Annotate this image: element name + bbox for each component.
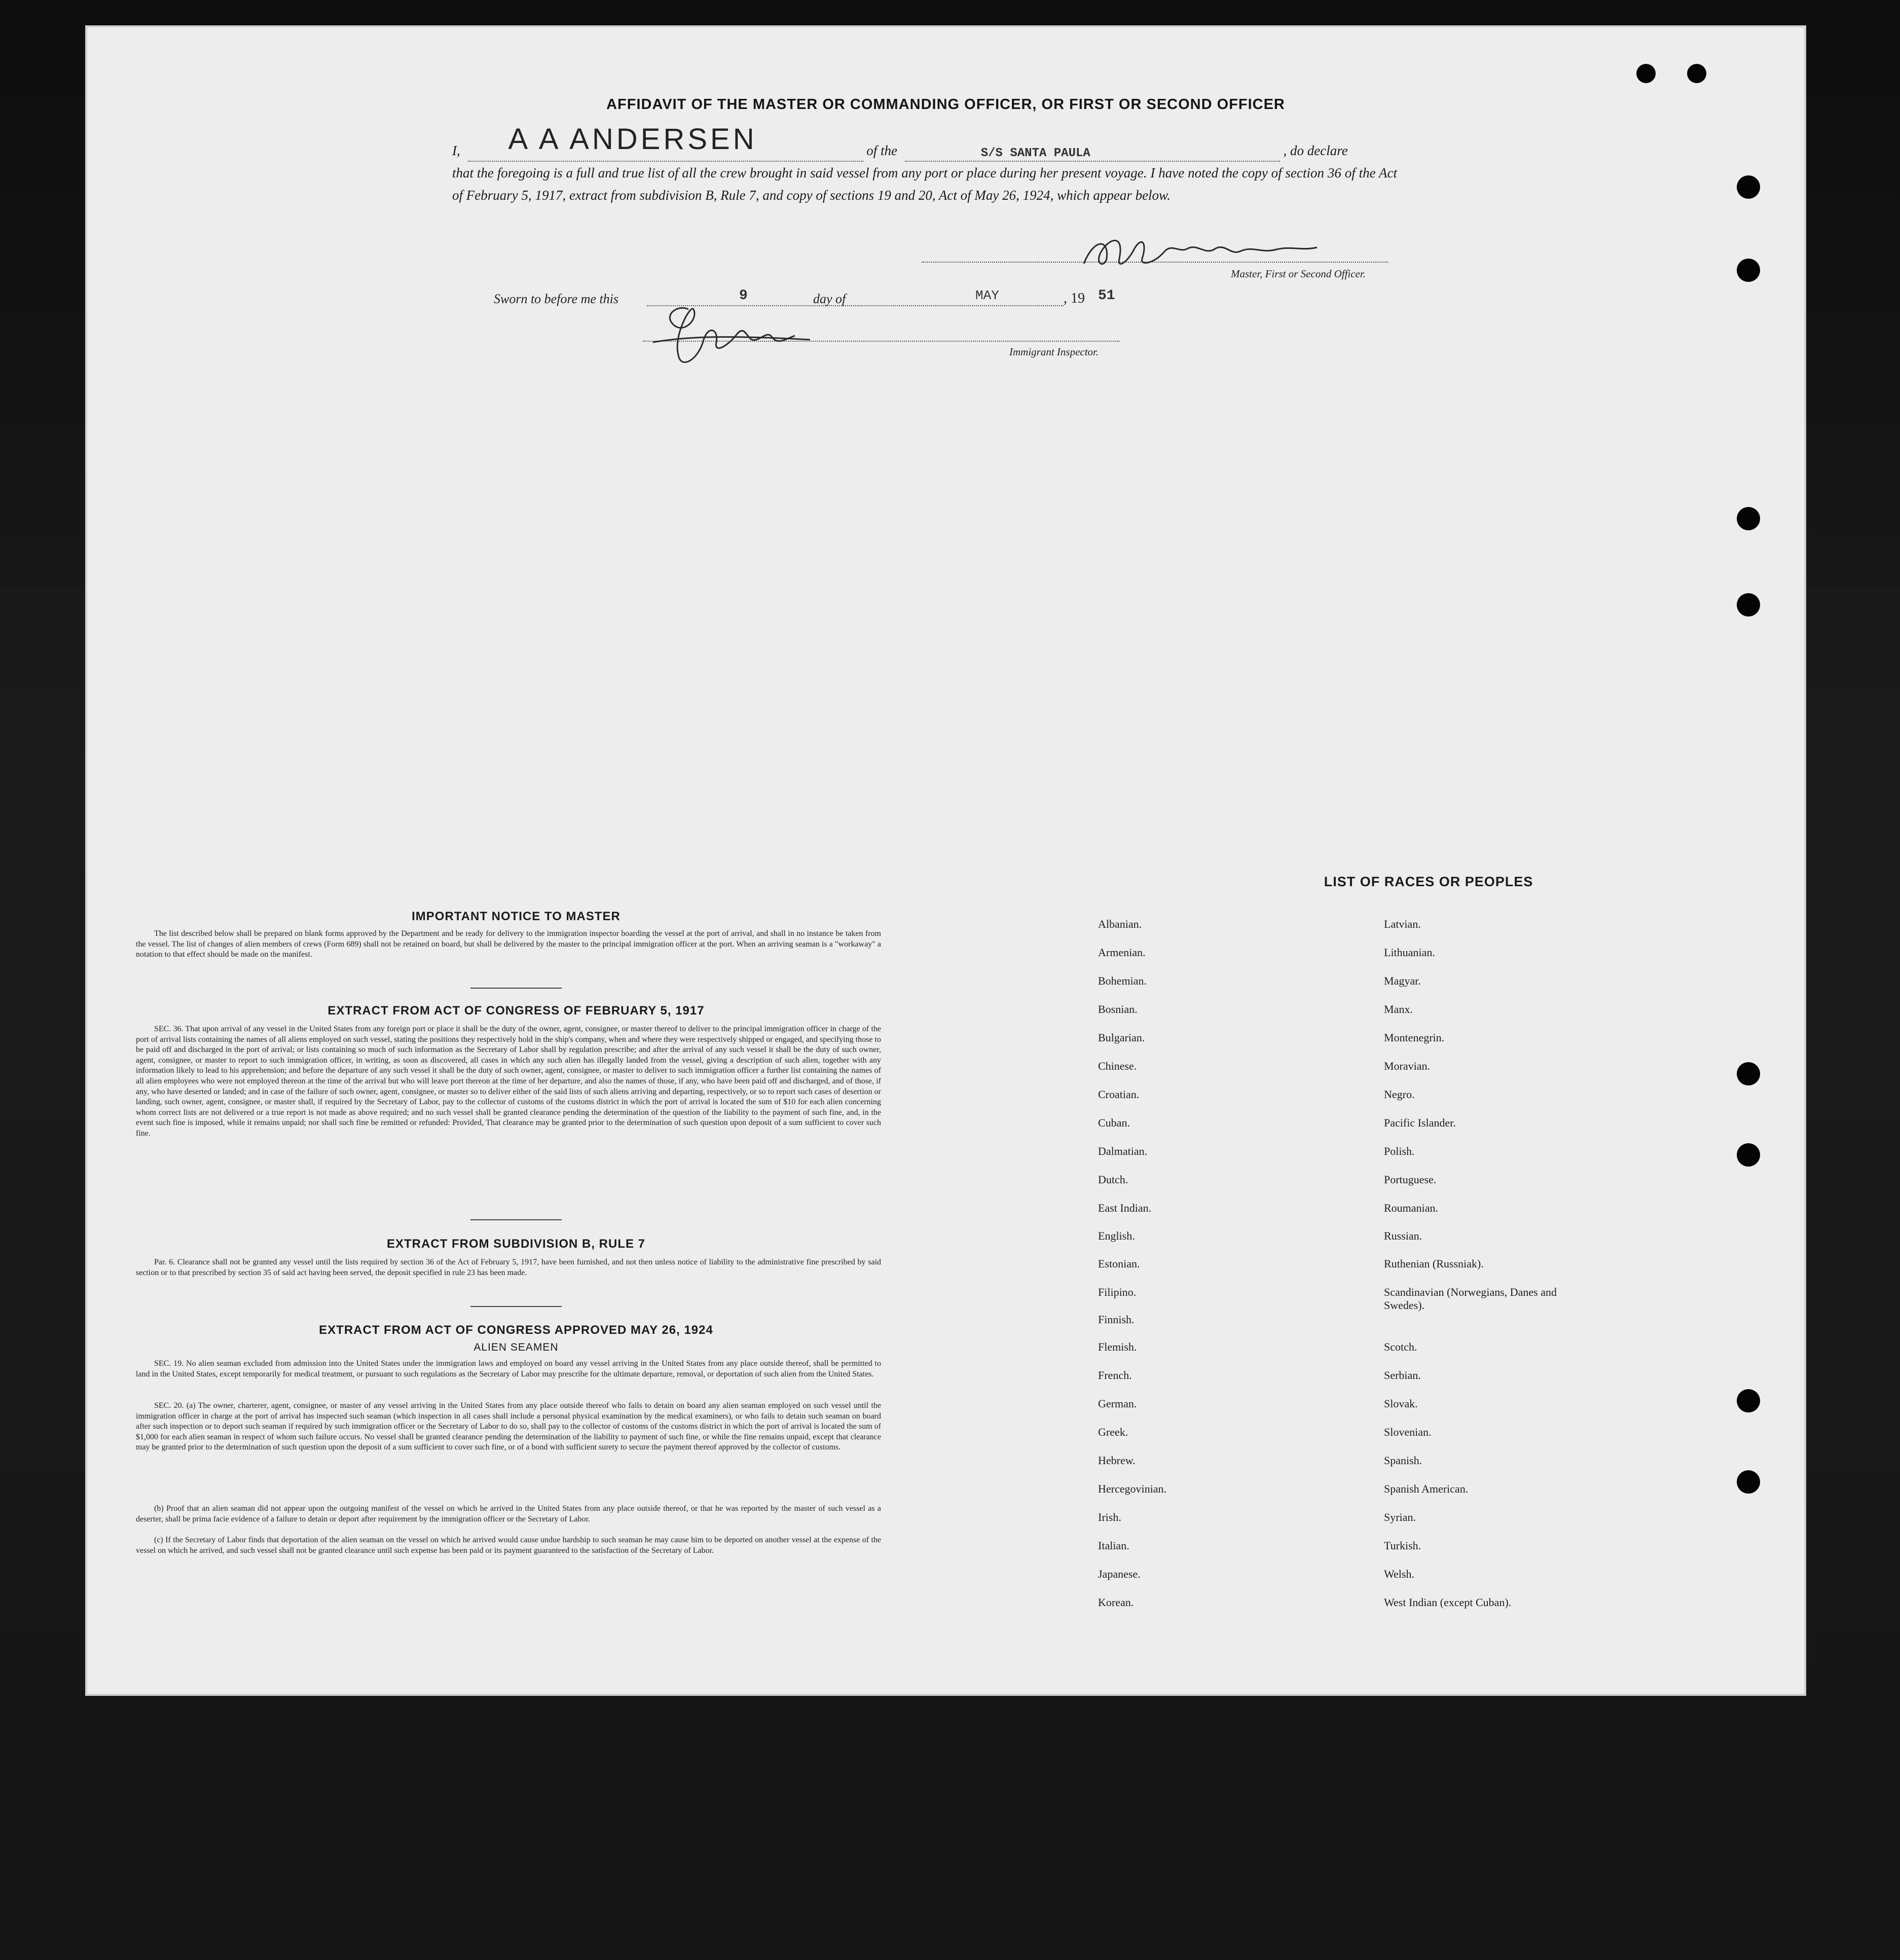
extract-1924-sec19: SEC. 19. No alien seaman excluded from admission into the United States under the immigration laws and employed on board any vessel arriving in the United States from any place outside thereof, shall be permitted to land in the United States, except temporarily for medical treatment, or pursuant to such regulations as the Secretary of Labor may prescribe for the ultimate departure, removal, or deportation of such alien from the United States. <box>136 1359 881 1378</box>
race-item: East Indian. <box>1098 1202 1152 1214</box>
race-item: Negro. <box>1384 1088 1415 1101</box>
race-item: Welsh. <box>1384 1568 1414 1580</box>
race-item: Croatian. <box>1098 1088 1140 1101</box>
binder-hole <box>1636 64 1656 83</box>
race-item: Flemish. <box>1098 1340 1137 1353</box>
race-item: Moravian. <box>1384 1060 1431 1072</box>
extract-1924-sec20b: (b) Proof that an alien seaman did not appear upon the outgoing manifest of the vessel on which he arrived in the United States from any place outside thereof, or that he was reported by the master of such vessel as a deserter, shall be prima facie evidence of a failure to detain or deport after requirement by the immigration officer or the Secretary of Labor. <box>136 1504 881 1523</box>
extract-rule7-body: Par. 6. Clearance shall not be granted any vessel until the lists required by section 36 of the Act of February 5, 1917, have been furnished, and not then unless notice of liability to the administrative fine prescribed by said section or to that prescribed by section 35 of said act having been served, the deposit specified in rule 23 has been made. <box>136 1258 881 1277</box>
race-item: Dutch. <box>1098 1173 1128 1186</box>
do-declare-label: , do declare <box>1283 143 1348 158</box>
race-item: Cuban. <box>1098 1116 1130 1129</box>
sworn-label: Sworn to before me this <box>494 292 619 306</box>
race-item: Filipino. <box>1098 1286 1137 1298</box>
affidavit-first-line <box>452 123 1397 162</box>
race-item: English. <box>1098 1229 1135 1242</box>
master-caption: Master, First or Second Officer. <box>1231 268 1366 280</box>
affidavit-body: that the foregoing is a full and true list of all the crew brought in said vessel from any port or place during her present voyage. I have noted the copy of section 36 of the Act of February 5, 1917, extract from subdivision B, Rule 7, and copy of sections 19 and 20, Act of May 26, 1924, which appear below. <box>452 165 1397 203</box>
race-item: Magyar. <box>1384 974 1421 987</box>
race-item: Dalmatian. <box>1098 1145 1148 1157</box>
affidavit-title: AFFIDAVIT OF THE MASTER OR COMMANDING OFFICER, OR FIRST OR SECOND OFFICER <box>606 96 1285 113</box>
race-item: Chinese. <box>1098 1060 1137 1072</box>
race-item: Estonian. <box>1098 1257 1140 1270</box>
race-item: Turkish. <box>1384 1539 1421 1552</box>
race-item: Scandinavian (Norwegians, Danes and Swedes). <box>1384 1286 1557 1312</box>
inspector-caption: Immigrant Inspector. <box>1009 346 1099 358</box>
race-item: Armenian. <box>1098 946 1146 959</box>
race-item: Syrian. <box>1384 1511 1416 1523</box>
race-item: Lithuanian. <box>1384 946 1435 959</box>
extract-rule7-title: EXTRACT FROM SUBDIVISION B, RULE 7 <box>386 1237 646 1251</box>
race-item: Roumanian. <box>1384 1202 1438 1214</box>
vessel-stamp: S/S SANTA PAULA <box>980 147 1090 160</box>
race-item: Bulgarian. <box>1098 1031 1145 1044</box>
extract-1924-subtitle: ALIEN SEAMEN <box>473 1341 559 1353</box>
master-name-handwritten: A A ANDERSEN <box>508 123 757 156</box>
race-item: Spanish American. <box>1384 1482 1469 1495</box>
extract-1917-title: EXTRACT FROM ACT OF CONGRESS OF FEBRUARY 5, 1917 <box>327 1004 705 1018</box>
affidavit-block <box>452 123 1397 206</box>
races-title: LIST OF RACES OR PEOPLES <box>1324 874 1533 889</box>
race-item: Montenegrin. <box>1384 1031 1445 1044</box>
race-item: Slovak. <box>1384 1397 1418 1410</box>
race-item: Ruthenian (Russniak). <box>1384 1257 1484 1270</box>
vessel-field <box>905 143 1280 162</box>
race-item: Latvian. <box>1384 918 1421 930</box>
year-prefix: , 19 <box>1064 291 1085 306</box>
notice-title: IMPORTANT NOTICE TO MASTER <box>412 910 620 923</box>
race-item: Finnish. <box>1098 1313 1135 1326</box>
binder-hole <box>1737 1143 1760 1167</box>
notice-body: The list described below shall be prepared on blank forms approved by the Department and be ready for delivery to the immigration inspector boarding the vessel at the port of arrival, and shall in no instance be taken from the vessel. The list of changes of alien members of crews (Form 689) shall not be retained on board, but shall be delivered by the master to the principal immigration officer at the port. When an arriving seaman is a "workaway" a notation to that effect should be made on the manifest. <box>136 929 881 959</box>
race-item: Slovenian. <box>1384 1426 1432 1438</box>
race-item: Bohemian. <box>1098 974 1147 987</box>
binder-hole <box>1737 1062 1760 1085</box>
race-item: Pacific Islander. <box>1384 1116 1456 1129</box>
i-prefix: I, <box>452 143 460 158</box>
divider <box>470 1306 562 1307</box>
binder-hole <box>1737 1470 1760 1494</box>
sworn-month: MAY <box>975 288 999 303</box>
year-suffix: 51 <box>1098 288 1115 304</box>
race-item: Albanian. <box>1098 918 1142 930</box>
sworn-day: 9 <box>739 288 748 304</box>
of-the-label: of the <box>866 143 897 158</box>
race-item: German. <box>1098 1397 1137 1410</box>
race-item: Polish. <box>1384 1145 1415 1157</box>
binder-hole <box>1737 1389 1760 1412</box>
binder-hole <box>1737 259 1760 282</box>
extract-1924-sec20c: (c) If the Secretary of Labor finds that deportation of the alien seaman on the vessel on which he arrived would cause undue hardship to such seaman he may cause him to be deported on another vessel at the expense of the vessel on which he arrived, and such vessel shall not be granted clearance until such expense has been paid or its payment guaranteed to the satisfaction of the Secretary of Labor. <box>136 1536 881 1555</box>
race-item: Manx. <box>1384 1003 1413 1015</box>
extract-1924-title: EXTRACT FROM ACT OF CONGRESS APPROVED MAY 26, 1924 <box>319 1323 713 1337</box>
binder-hole <box>1737 593 1760 616</box>
race-item: Hebrew. <box>1098 1454 1136 1467</box>
divider <box>470 988 562 989</box>
binder-hole <box>1737 175 1760 199</box>
sworn-month-line <box>861 305 1064 306</box>
inspector-signature <box>643 289 825 390</box>
race-item: Serbian. <box>1384 1369 1421 1382</box>
race-item: Bosnian. <box>1098 1003 1138 1015</box>
race-item: West Indian (except Cuban). <box>1384 1596 1512 1609</box>
extract-1917-body: SEC. 36. That upon arrival of any vessel in the United States from any foreign port or place it shall be the duty of the owner, agent, consignee, or master thereof to deliver to the principal immigration officer in charge of the port of arrival lists containing the names of all aliens employed on such vessel, stating the positions they respectively hold in the ship's company, when and where they were respectively shipped or engaged, and specifying those to be paid off and discharged in the port of arrival; or lists containing so much of such information as the Secretary of Labor shall by regulation prescribe; and after the arrival of any such vessel it shall be the duty of such owner, agent, consignee, or master to report to such immigration officer, in writing, as soon as discovered, all cases in which any such alien has illegally landed from the vessel, giving a description of such alien, together with any information likely to lead to his apprehension; and before the departure of any such vessel it shall be the duty of such owner, agent, consignee, or master to deliver to such immigration officer a further list containing the names of all alien employees who were not employed thereon at the time of the arrival but who will leave port thereon at the time of her departure, and also the names of those, if any, who have been paid off and discharged, and of those, if any, who have deserted or landed; and in case of the failure of such owner, agent, consignee, or master so to deliver either of the said lists of such aliens arriving and departing, respectively, or so to report such cases of desertion or landing, such owner, agent, consignee, or master shall, if required by the Secretary of Labor, pay to the collector of customs of the customs district in which the port of arrival is located the sum of $10 for each alien concerning whom correct lists are not delivered or a true report is not made as above required; and no such vessel shall be granted clearance pending the determination of the question of the liability to the payment of such fine, and, in the event such fine is imposed, while it remains unpaid; nor shall such fine be remitted or refunded: Provided, That clearance may be granted prior to the determination of such question upon deposit of a sum sufficient to cover such fine. <box>136 1025 881 1138</box>
race-item: Spanish. <box>1384 1454 1422 1467</box>
race-item: Greek. <box>1098 1426 1128 1438</box>
race-item: Hercegovinian. <box>1098 1482 1166 1495</box>
race-item: Italian. <box>1098 1539 1129 1552</box>
race-item: French. <box>1098 1369 1132 1382</box>
binder-hole <box>1737 507 1760 530</box>
extract-1924-sec20a: SEC. 20. (a) The owner, charterer, agent, consignee, or master of any vessel arriving in the United States from any place outside thereof who fails to detain on board any alien seaman employed on such vessel until the immigration officer in charge at the port of arrival has inspected such seaman (which inspection in all cases shall include a personal physical examination by the medical examiners), or who fails to detain such seaman on board after such inspection or to deport such seaman if required by such immigration officer or the Secretary of Labor to do so, shall pay to the collector of customs of the customs district in which the port of arrival is located the sum of $1,000 for each alien seaman in respect of whom such failure occurs. No vessel shall be granted clearance pending the determination of the liability to payment of such fine, or while the fine remains unpaid, except that clearance may be granted prior to the determination of such question upon the deposit of a sum sufficient to cover such fine, or of a bond with sufficient surety to secure the payment thereof approved by the collector of customs. <box>136 1401 881 1452</box>
master-name-field <box>468 123 863 162</box>
divider <box>470 1219 562 1220</box>
race-item: Scotch. <box>1384 1340 1417 1353</box>
day-of-label: day of <box>813 292 846 306</box>
binder-hole <box>1687 64 1706 83</box>
race-item: Russian. <box>1384 1229 1422 1242</box>
race-item: Irish. <box>1098 1511 1121 1523</box>
master-signature <box>1079 228 1342 274</box>
race-item: Japanese. <box>1098 1568 1141 1580</box>
race-item: Portuguese. <box>1384 1173 1437 1186</box>
race-item: Korean. <box>1098 1596 1134 1609</box>
document-page <box>85 25 1806 1696</box>
